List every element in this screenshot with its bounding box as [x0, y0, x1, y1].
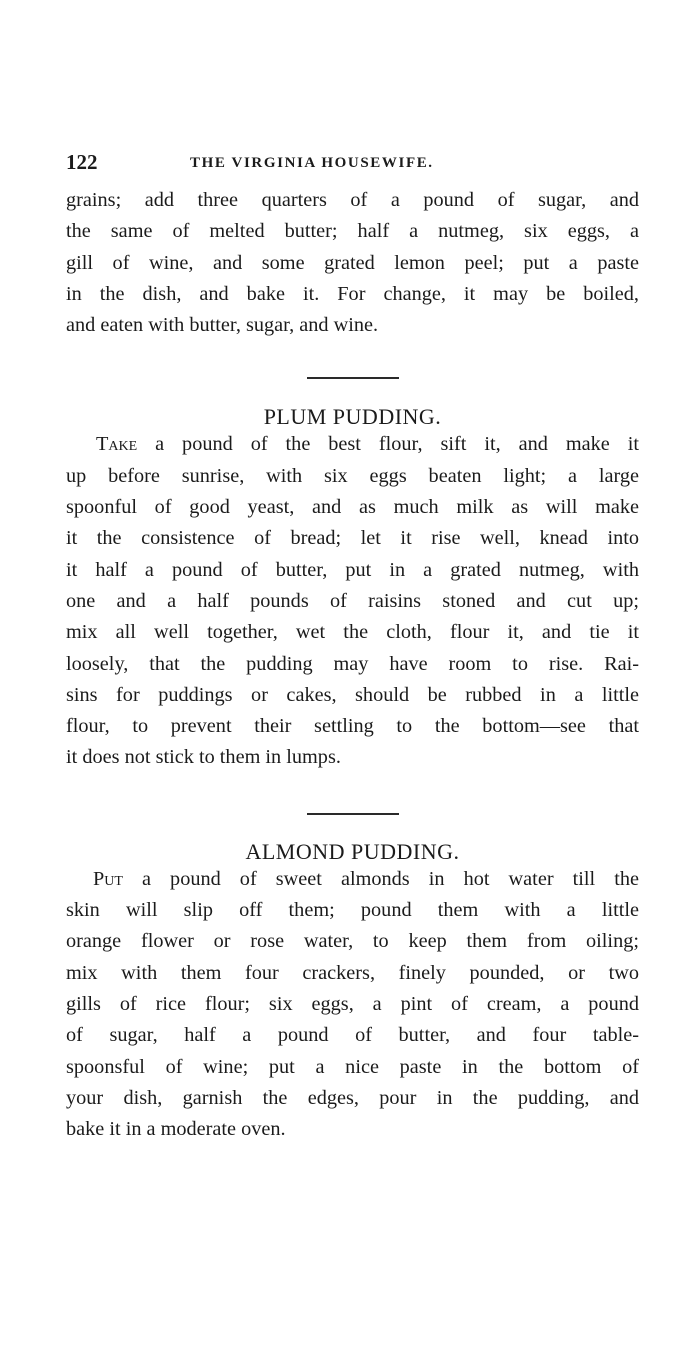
- text-line: skin will slip off them; pound them with a little: [66, 899, 639, 922]
- text-line: [66, 864, 639, 895]
- text-line: grains; add three quarters of a pound of sugar, and: [66, 189, 639, 211]
- running-title: THE VIRGINIA HOUSEWIFE.: [190, 155, 434, 171]
- text-line: flour, to prevent their settling to the bottom—see that: [66, 715, 639, 738]
- running-head: [66, 150, 639, 182]
- recipe-body-almond-pudding: [66, 864, 639, 1146]
- text-line: of sugar, half a pound of butter, and four table-: [66, 1024, 639, 1047]
- recipe-title-plum-pudding: PLUM PUDDING.: [263, 404, 442, 430]
- text-fragment: a pound of the best flour, sift it, and make it: [137, 433, 639, 456]
- page-number: 122: [66, 150, 98, 174]
- text-line: it half a pound of butter, put in a grated nutmeg, with: [66, 558, 639, 581]
- lead-word: Take: [96, 433, 138, 456]
- text-line: one and a half pounds of raisins stoned and cut up;: [66, 589, 639, 612]
- text-fragment: a pound of sweet almonds in hot water till the: [122, 867, 639, 890]
- text-line: spoonsful of wine; put a nice paste in the bottom of: [66, 1055, 639, 1078]
- text-line: in the dish, and bake it. For change, it may be boiled,: [66, 282, 639, 305]
- text-line: mix with them four crackers, finely pounded, or two: [66, 961, 639, 984]
- text-line: spoonful of good yeast, and as much milk as will make: [66, 496, 639, 519]
- text-line: loosely, that the pudding may have room to rise. Rai-: [66, 652, 639, 675]
- text-line: gill of wine, and some grated lemon peel; put a paste: [66, 251, 639, 274]
- text-line: up before sunrise, with six eggs beaten light; a large: [66, 464, 639, 487]
- continuation-paragraph: [66, 185, 639, 341]
- text-line: and eaten with butter, sugar, and wine.: [66, 314, 379, 337]
- book-page: [66, 150, 639, 1145]
- text-line: it does not stick to them in lumps.: [66, 746, 341, 769]
- text-line: it the consistence of bread; let it rise well, knead into: [66, 527, 639, 550]
- text-line: your dish, garnish the edges, pour in the pudding, and: [66, 1086, 639, 1109]
- text-line: the same of melted butter; half a nutmeg, six eggs, a: [66, 220, 639, 243]
- lead-word: Put: [93, 867, 123, 890]
- text-line: [66, 429, 639, 460]
- text-line: orange flower or rose water, to keep them from oiling;: [66, 930, 639, 953]
- section-divider: [307, 813, 399, 815]
- section-divider: [307, 377, 399, 379]
- text-line: bake it in a moderate oven.: [66, 1118, 286, 1141]
- recipe-title-almond-pudding: ALMOND PUDDING.: [245, 838, 460, 864]
- text-line: mix all well together, wet the cloth, flour it, and tie it: [66, 621, 639, 644]
- recipe-body-plum-pudding: [66, 429, 639, 773]
- text-line: gills of rice flour; six eggs, a pint of cream, a pound: [66, 992, 639, 1015]
- text-line: sins for puddings or cakes, should be rubbed in a little: [66, 683, 639, 706]
